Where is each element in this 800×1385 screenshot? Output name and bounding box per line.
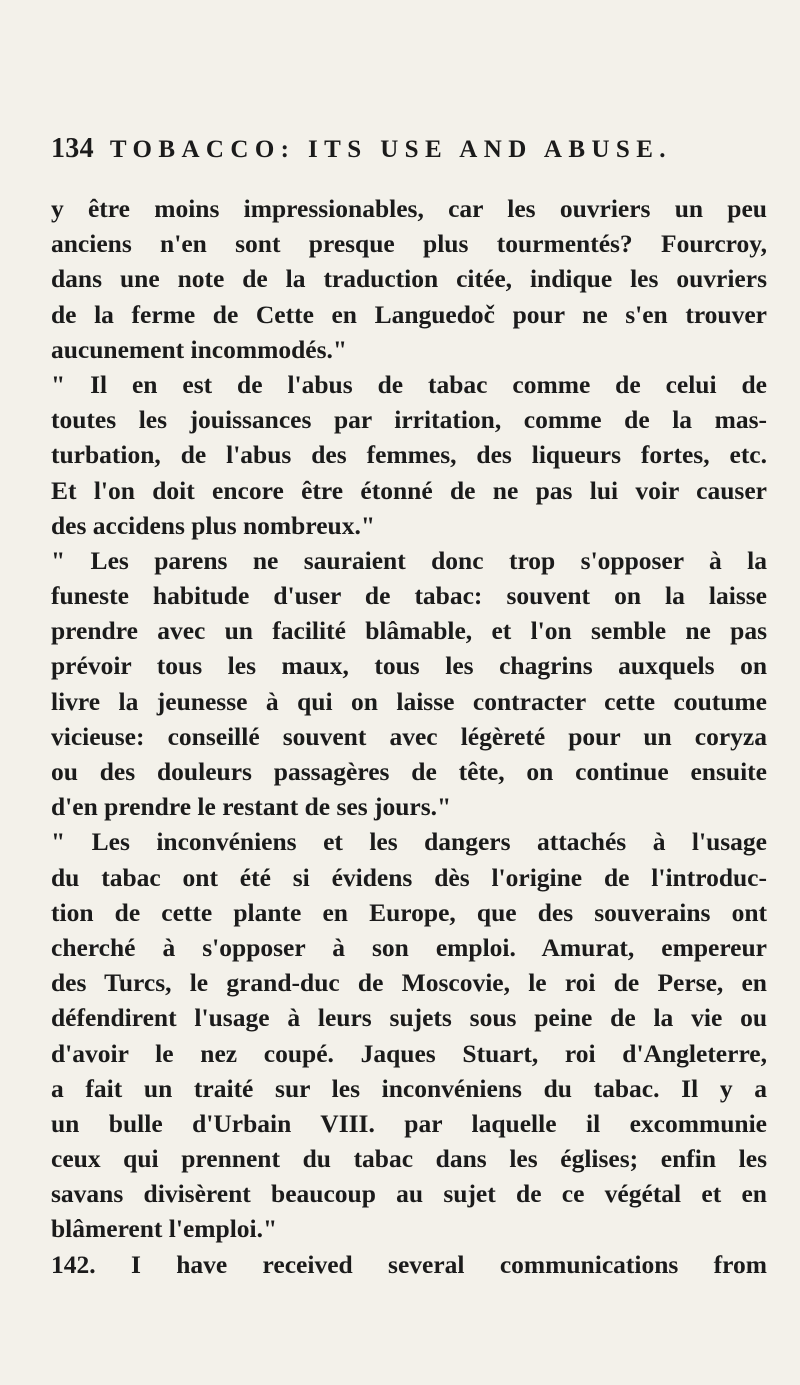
- text-line: de la ferme de Cette en Languedoč pour ne s'en trouver: [51, 299, 767, 329]
- text-line: " Les inconvéniens et les dangers attachés à l'usage: [51, 827, 767, 857]
- text-line: défendirent l'usage à leurs sujets sous peine de la vie ou: [51, 1003, 767, 1033]
- running-title: TOBACCO: ITS USE AND ABUSE.: [109, 136, 672, 163]
- text-line: a fait un traité sur les inconvéniens du tabac. Il y a: [51, 1073, 767, 1103]
- page-number: 134: [51, 133, 94, 164]
- text-line: prendre avec un facilité blâmable, et l'on semble ne pas: [51, 616, 767, 646]
- text-line: ceux qui prennent du tabac dans les églises; enfin les: [51, 1144, 767, 1174]
- text-line: savans divisèrent beaucoup au sujet de ce végétal et en: [51, 1179, 767, 1209]
- text-line: des accidens plus nombreux.": [51, 510, 375, 540]
- text-line: toutes les jouissances par irritation, comme de la mas-: [51, 405, 767, 435]
- text-line: y être moins impressionables, car les ouvriers un peu: [51, 194, 767, 223]
- text-line: d'avoir le nez coupé. Jaques Stuart, roi d'Angleterre,: [51, 1038, 767, 1068]
- text-line: " Les parens ne sauraient donc trop s'opposer à la: [51, 545, 767, 575]
- text-line: cherché à s'opposer à son emploi. Amurat, empereur: [51, 932, 767, 962]
- text-line: Et l'on doit encore être étonné de ne pas lui voir causer: [51, 475, 767, 505]
- text-line: anciens n'en sont presque plus tourmentés? Fourcroy,: [51, 229, 767, 259]
- text-line: prévoir tous les maux, tous les chagrins auxquels on: [51, 651, 767, 681]
- text-line: du tabac ont été si évidens dès l'origine de l'introduc-: [51, 862, 767, 892]
- text-line: blâmerent l'emploi.": [51, 1214, 278, 1244]
- text-line: funeste habitude d'user de tabac: souvent on la laisse: [51, 581, 767, 611]
- text-line: vicieuse: conseillé souvent avec légèreté pour un coryza: [51, 721, 767, 751]
- text-line: " Il en est de l'abus de tabac comme de celui de: [51, 369, 767, 399]
- text-line: d'en prendre le restant de ses jours.": [51, 792, 452, 822]
- text-line: dans une note de la traduction citée, indique les ouvriers: [51, 264, 767, 294]
- text-line: tion de cette plante en Europe, que des souverains ont: [51, 897, 767, 927]
- text-line: des Turcs, le grand-duc de Moscovie, le roi de Perse, en: [51, 968, 767, 998]
- text-line: aucunement incommodés.": [51, 334, 348, 364]
- text-line: ou des douleurs passagères de tête, on continue ensuite: [51, 757, 767, 786]
- text-line: un bulle d'Urbain VIII. par laquelle il excommunie: [51, 1108, 767, 1138]
- text-line: 142. I have received several communications from: [51, 1249, 767, 1279]
- text-line: turbation, de l'abus des femmes, des liqueurs fortes, etc.: [51, 440, 767, 470]
- running-head: [51, 133, 771, 173]
- text-line: livre la jeunesse à qui on laisse contracter cette coutume: [51, 686, 767, 716]
- body-text: [51, 191, 767, 1282]
